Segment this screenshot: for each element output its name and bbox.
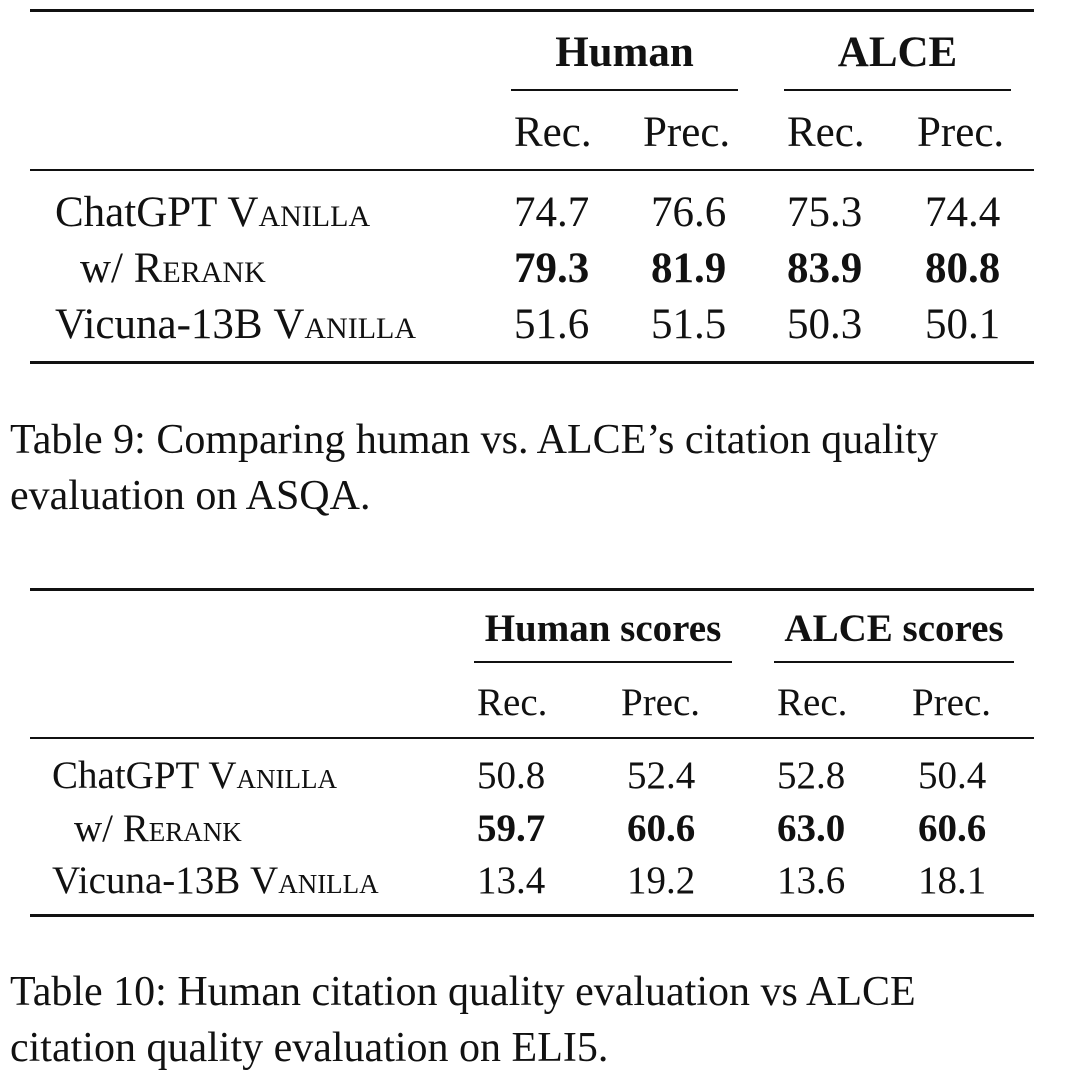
table-10-cell: 50.8 xyxy=(477,754,546,797)
table-10-cmidrule-alce xyxy=(774,661,1014,663)
model-name: Vicuna-13B xyxy=(52,859,241,902)
table-10-row-1-label xyxy=(52,756,337,795)
table-9-cell: 51.5 xyxy=(651,301,727,348)
method-name: Vanilla xyxy=(208,754,338,797)
table-9-cell: 50.3 xyxy=(787,301,863,348)
table-10-group-header-human-scores: Human scores xyxy=(484,607,722,650)
table-10-cell: 60.6 xyxy=(627,807,696,850)
table-10-row-3-label xyxy=(52,861,379,900)
table-9-cell: 79.3 xyxy=(514,245,590,292)
model-name: ChatGPT xyxy=(55,189,217,236)
model-name: Vicuna-13B xyxy=(55,301,263,348)
table-9-group-header-human: Human xyxy=(555,29,694,76)
table-9-subheader-human-rec: Rec. xyxy=(514,109,592,156)
table-9-cell: 81.9 xyxy=(651,245,727,292)
table-9-cell: 80.8 xyxy=(925,245,1001,292)
table-9-top-rule xyxy=(30,9,1034,12)
table-10-group-header-alce-scores: ALCE scores xyxy=(784,607,1004,650)
table-9-cmidrule-alce xyxy=(784,89,1011,91)
table-10-mid-rule xyxy=(30,737,1034,739)
table-10-cmidrule-human xyxy=(474,661,732,663)
table-10-subheader-human-rec: Rec. xyxy=(477,681,548,724)
table-9-group-header-alce: ALCE xyxy=(837,29,958,76)
table-10-cell: 19.2 xyxy=(627,859,696,902)
table-9-cell: 76.6 xyxy=(651,189,727,236)
table-10-bottom-rule xyxy=(30,914,1034,917)
table-9-cell: 74.4 xyxy=(925,189,1001,236)
table-9-mid-rule xyxy=(30,169,1034,171)
method-name: Vanilla xyxy=(250,859,379,902)
table-10-cell: 13.6 xyxy=(777,859,846,902)
table-9-subheader-alce-prec: Prec. xyxy=(917,109,1005,156)
table-9-cmidrule-human xyxy=(511,89,738,91)
table-9-caption-line-1: Table 9: Comparing human vs. ALCE’s citation quality xyxy=(10,417,938,463)
table-10-cell: 13.4 xyxy=(477,859,546,902)
method-name: Vanilla xyxy=(273,301,417,348)
model-name: w/ xyxy=(80,245,123,292)
table-10-subheader-alce-rec: Rec. xyxy=(777,681,848,724)
table-9-subheader-alce-rec: Rec. xyxy=(787,109,865,156)
table-10-cell: 52.8 xyxy=(777,754,846,797)
table-10-top-rule xyxy=(30,588,1034,591)
method-name: Vanilla xyxy=(227,189,371,236)
table-9-caption xyxy=(10,412,1060,524)
table-10-cell: 50.4 xyxy=(918,754,987,797)
table-9-row-1-label xyxy=(55,191,370,234)
table-10-subheader-alce-prec: Prec. xyxy=(912,681,992,724)
table-10-cell: 18.1 xyxy=(918,859,987,902)
method-name: Rerank xyxy=(122,807,242,850)
table-9-cell: 75.3 xyxy=(787,189,863,236)
table-9-cell: 51.6 xyxy=(514,301,590,348)
table-10-row-2-label xyxy=(74,809,242,848)
table-9-subheader-human-prec: Prec. xyxy=(643,109,731,156)
table-9-cell: 50.1 xyxy=(925,301,1001,348)
table-9-row-3-label xyxy=(55,303,416,346)
table-10-subheader-human-prec: Prec. xyxy=(621,681,701,724)
table-10-cell: 52.4 xyxy=(627,754,696,797)
table-10-cell: 63.0 xyxy=(777,807,846,850)
table-10-cell: 59.7 xyxy=(477,807,546,850)
table-9-bottom-rule xyxy=(30,361,1034,364)
table-10-cell: 60.6 xyxy=(918,807,987,850)
table-10-caption xyxy=(10,964,1060,1076)
table-9-caption-line-2: evaluation on ASQA. xyxy=(10,473,371,519)
method-name: Rerank xyxy=(133,245,266,292)
model-name: ChatGPT xyxy=(52,754,199,797)
model-name: w/ xyxy=(74,807,113,850)
table-9-cell: 74.7 xyxy=(514,189,590,236)
table-10-caption-line-2: citation quality evaluation on ELI5. xyxy=(10,1025,609,1071)
table-9-row-2-label xyxy=(80,247,266,290)
table-10-caption-line-1: Table 10: Human citation quality evaluation vs ALCE xyxy=(10,969,916,1015)
table-9-cell: 83.9 xyxy=(787,245,863,292)
